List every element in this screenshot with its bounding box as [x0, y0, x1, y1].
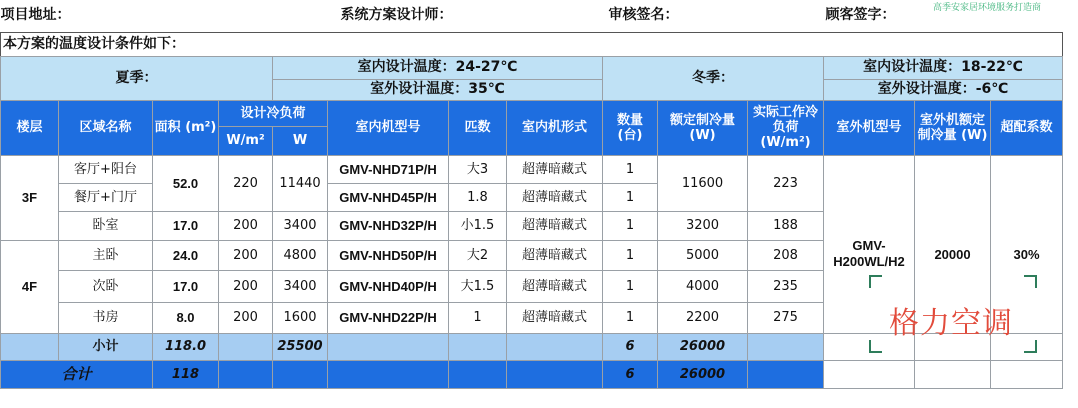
header-load: 设计冷负荷 [219, 100, 328, 126]
header-hp: 匹数 [449, 100, 507, 155]
qty-cell: 1 [603, 211, 658, 240]
form-cell: 超薄暗藏式 [507, 302, 603, 333]
form-cell: 超薄暗藏式 [507, 270, 603, 302]
rated-cell: 3200 [658, 211, 748, 240]
header-load-wm2: W/m² [219, 126, 273, 155]
hp-cell: 1.8 [449, 183, 507, 211]
qty-cell: 1 [603, 183, 658, 211]
total-rated: 26000 [658, 360, 748, 388]
model-cell: GMV-NHD32P/H [328, 211, 449, 240]
summer-outdoor-temp: 室外设计温度：35℃ [273, 79, 603, 100]
project-address-label: 项目地址： [0, 7, 71, 24]
w-cell: 1600 [273, 302, 328, 333]
header-zone: 区域名称 [59, 100, 153, 155]
subtotal-qty: 6 [603, 333, 658, 360]
qty-cell: 1 [603, 302, 658, 333]
winter-label: 冬季： [603, 56, 824, 100]
header-rated-cool: 额定制冷量 (W) [658, 100, 748, 155]
brand-tagline: 高季安家居环境服务打造商 [933, 3, 1042, 13]
w-cell: 3400 [273, 211, 328, 240]
watermark-text: 格力空调 [889, 306, 1013, 341]
form-cell: 超薄暗藏式 [507, 211, 603, 240]
total-label: 合计 [1, 360, 153, 388]
zone-cell: 餐厅+门厅 [59, 183, 153, 211]
form-cell: 超薄暗藏式 [507, 240, 603, 270]
wm2-cell: 200 [219, 240, 273, 270]
actual-cell: 223 [748, 155, 824, 211]
wm2-cell: 220 [219, 155, 273, 211]
total-row [1, 360, 1063, 388]
header-ratio: 超配系数 [991, 100, 1063, 155]
winter-indoor-temp: 室内设计温度：18-22℃ [824, 56, 1063, 79]
form-cell: 超薄暗藏式 [507, 183, 603, 211]
model-cell: GMV-NHD22P/H [328, 302, 449, 333]
winter-outdoor-temp: 室外设计温度：-6℃ [824, 79, 1063, 100]
actual-cell: 235 [748, 270, 824, 302]
hp-cell: 大2 [449, 240, 507, 270]
w-cell: 4800 [273, 240, 328, 270]
total-area: 118 [153, 360, 219, 388]
outdoor-model-cell: GMV-H200WL/H2 [824, 155, 915, 333]
w-cell: 11440 [273, 155, 328, 211]
wm2-cell: 200 [219, 302, 273, 333]
total-qty: 6 [603, 360, 658, 388]
header-area: 面积 (m²) [153, 100, 219, 155]
hp-cell: 小1.5 [449, 211, 507, 240]
qty-cell: 1 [603, 240, 658, 270]
rated-cell: 5000 [658, 240, 748, 270]
actual-cell: 208 [748, 240, 824, 270]
zone-cell: 次卧 [59, 270, 153, 302]
subtotal-label: 小计 [59, 333, 153, 360]
hp-cell: 大1.5 [449, 270, 507, 302]
header-load-w: W [273, 126, 328, 155]
designer-label: 系统方案设计师： [340, 7, 453, 24]
header-actual-load: 实际工作冷负荷 (W/m²) [748, 100, 824, 155]
floor-cell: 4F [1, 240, 59, 333]
actual-cell: 275 [748, 302, 824, 333]
floor-cell: 3F [1, 155, 59, 240]
subtotal-area: 118.0 [153, 333, 219, 360]
area-cell: 17.0 [153, 211, 219, 240]
model-cell: GMV-NHD40P/H [328, 270, 449, 302]
area-cell: 52.0 [153, 155, 219, 211]
form-cell: 超薄暗藏式 [507, 155, 603, 183]
rated-cell: 2200 [658, 302, 748, 333]
reviewer-label: 审核签名： [608, 7, 679, 24]
summer-indoor-temp: 室内设计温度：24-27℃ [273, 56, 603, 79]
qty-cell: 1 [603, 155, 658, 183]
area-cell: 8.0 [153, 302, 219, 333]
model-cell: GMV-NHD71P/H [328, 155, 449, 183]
ratio-cell: 30% [991, 155, 1063, 333]
header-indoor-form: 室内机形式 [507, 100, 603, 155]
hp-cell: 大3 [449, 155, 507, 183]
wm2-cell: 200 [219, 270, 273, 302]
area-cell: 24.0 [153, 240, 219, 270]
intro-text: 本方案的温度设计条件如下： [1, 32, 1063, 56]
zone-cell: 卧室 [59, 211, 153, 240]
header-floor: 楼层 [1, 100, 59, 155]
header-outdoor-rated: 室外机额定制冷量 (W) [915, 100, 991, 155]
zone-cell: 客厅+阳台 [59, 155, 153, 183]
header-indoor-model: 室内机型号 [328, 100, 449, 155]
actual-cell: 188 [748, 211, 824, 240]
wm2-cell: 200 [219, 211, 273, 240]
zone-cell: 主卧 [59, 240, 153, 270]
model-cell: GMV-NHD50P/H [328, 240, 449, 270]
zone-cell: 书房 [59, 302, 153, 333]
summer-label: 夏季： [1, 56, 273, 100]
customer-label: 顾客签字： [825, 7, 896, 24]
model-cell: GMV-NHD45P/H [328, 183, 449, 211]
qty-cell: 1 [603, 270, 658, 302]
rated-cell: 4000 [658, 270, 748, 302]
subtotal-rated: 26000 [658, 333, 748, 360]
table-row [1, 155, 1063, 183]
outdoor-rated-cell: 20000 [915, 155, 991, 333]
w-cell: 3400 [273, 270, 328, 302]
area-cell: 17.0 [153, 270, 219, 302]
hp-cell: 1 [449, 302, 507, 333]
rated-cell: 11600 [658, 155, 748, 211]
subtotal-w: 25500 [273, 333, 328, 360]
header-outdoor-model: 室外机型号 [824, 100, 915, 155]
header-qty: 数量 (台) [603, 100, 658, 155]
